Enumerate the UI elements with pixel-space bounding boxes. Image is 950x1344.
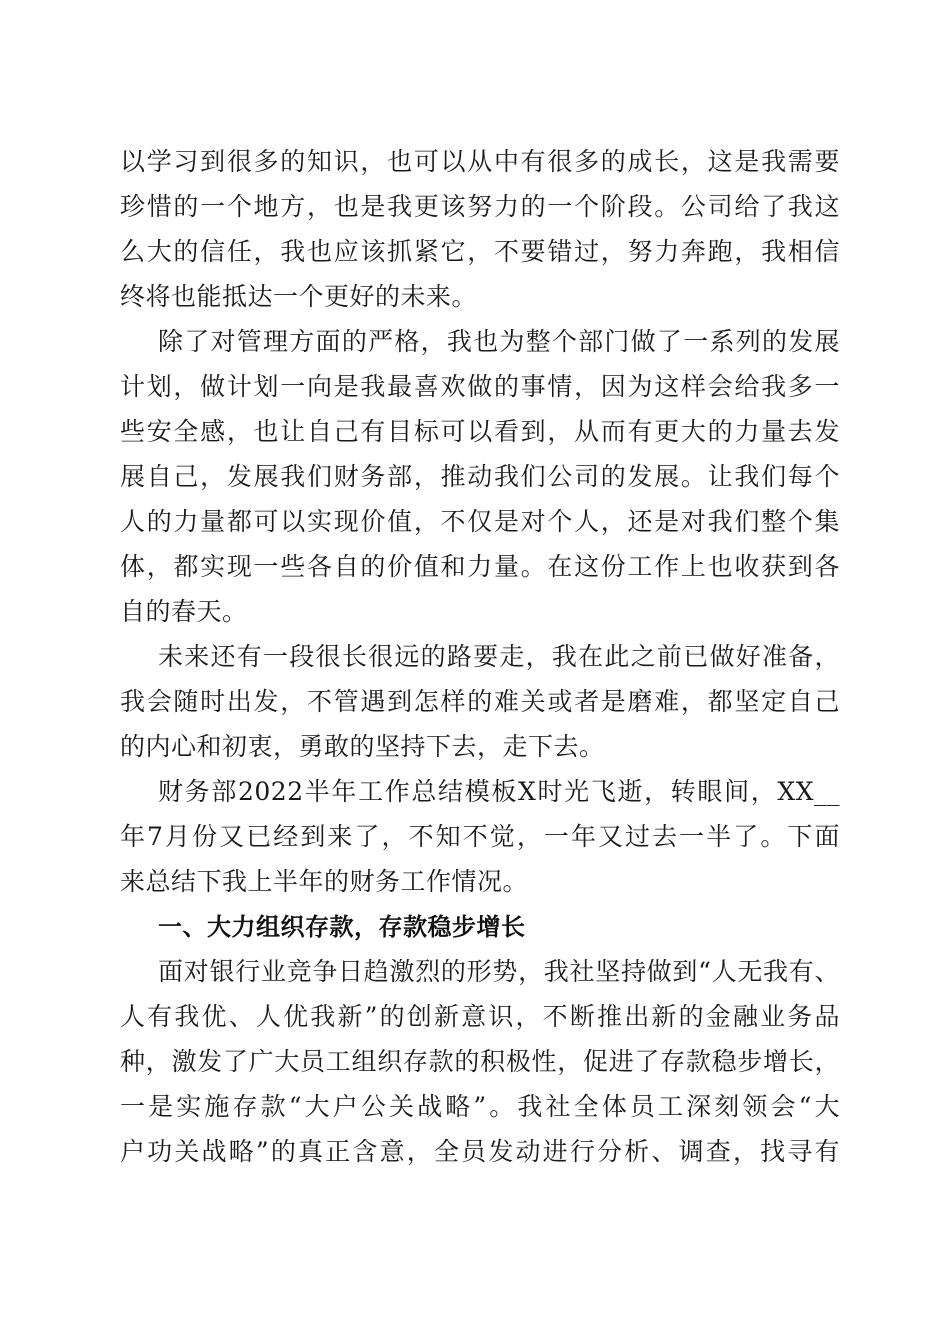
- paragraph-line: 的内心和初衷，勇敢的坚持下去，走下去。: [120, 732, 605, 761]
- paragraph-line: 年7月份又已经到来了，不知不觉，一年又过去一半了。下面: [120, 822, 840, 851]
- paragraph-line: 我会随时出发，不管遇到怎样的难关或者是磨难，都坚定自己: [120, 687, 840, 716]
- paragraph-line: 展自己，发展我们财务部，推动我们公司的发展。让我们每个: [120, 462, 840, 491]
- paragraph-line: 自的春天。: [120, 597, 248, 626]
- paragraph-line: 一是实施存款“大户公关战略”。我社全体员工深刻领会“大: [120, 1092, 840, 1121]
- paragraph-line: 珍惜的一个地方，也是我更该努力的一个阶段。公司给了我这: [120, 192, 840, 221]
- paragraph-line: 种，激发了广大员工组织存款的积极性，促进了存款稳步增长，: [120, 1047, 840, 1076]
- paragraph-line: 财务部2022半年工作总结模板X时光飞逝，转眼间，XX__: [158, 777, 840, 806]
- paragraph-line: 未来还有一段很长很远的路要走，我在此之前已做好准备，: [158, 642, 840, 671]
- paragraph-line: 除了对管理方面的严格，我也为整个部门做了一系列的发展: [158, 327, 840, 356]
- paragraph-line: 些安全感，也让自己有目标可以看到，从而有更大的力量去发: [120, 417, 840, 446]
- paragraph-line: 人有我优、人优我新”的创新意识，不断推出新的金融业务品: [120, 1002, 840, 1031]
- paragraph-line: 么大的信任，我也应该抓紧它，不要错过，努力奔跑，我相信: [120, 237, 840, 266]
- section-heading: 一、大力组织存款，存款稳步增长: [158, 913, 526, 941]
- paragraph-line: 户功关战略”的真正含意，全员发动进行分析、调查，找寻有: [120, 1137, 840, 1166]
- paragraph-line: 计划，做计划一向是我最喜欢做的事情，因为这样会给我多一: [120, 372, 840, 401]
- paragraph-line: 体，都实现一些各自的价值和力量。在这份工作上也收获到各: [120, 552, 840, 581]
- paragraph-line: 以学习到很多的知识，也可以从中有很多的成长，这是我需要: [120, 147, 840, 176]
- paragraph-line: 面对银行业竞争日趋激烈的形势，我社坚持做到“人无我有、: [158, 957, 840, 986]
- paragraph-line: 终将也能抵达一个更好的未来。: [120, 282, 478, 311]
- paragraph-line: 人的力量都可以实现价值，不仅是对个人，还是对我们整个集: [120, 507, 840, 536]
- paragraph-line: 来总结下我上半年的财务工作情况。: [120, 867, 529, 896]
